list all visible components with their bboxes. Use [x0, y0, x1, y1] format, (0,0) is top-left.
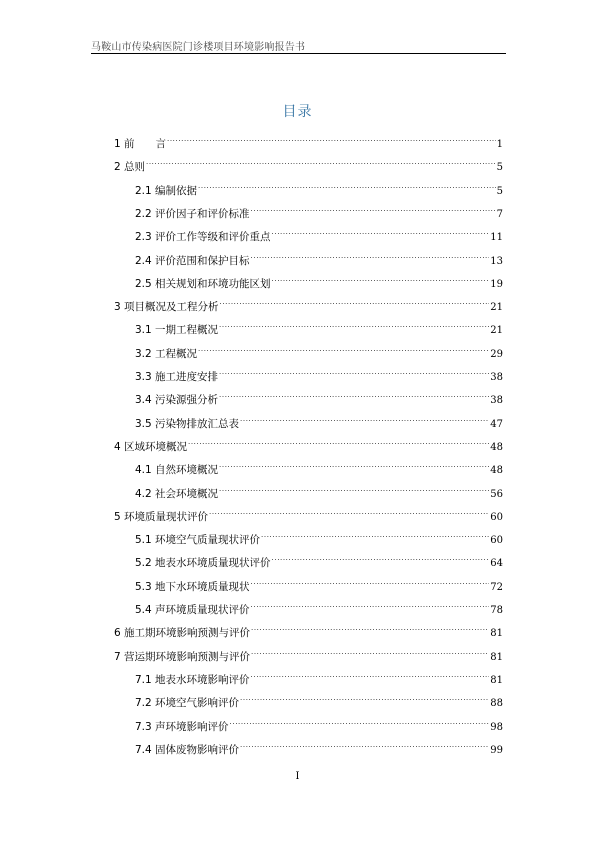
toc-entry[interactable]	[135, 548, 503, 570]
toc-entry[interactable]	[114, 502, 503, 523]
toc-dot-leader	[240, 409, 489, 427]
toc-entry-page: 21	[490, 302, 503, 314]
toc-dot-leader	[251, 642, 489, 660]
toc-entry-page: 64	[490, 558, 503, 570]
toc-entry[interactable]	[114, 642, 503, 663]
toc-entry-page: 19	[490, 278, 503, 290]
toc-entry[interactable]	[135, 688, 503, 710]
toc-entry-page: 81	[490, 674, 503, 686]
toc-entry-label: 1 前 言	[114, 138, 167, 150]
toc-entry[interactable]	[135, 712, 503, 733]
header-rule	[91, 53, 506, 54]
page-number: I	[295, 771, 300, 782]
toc-dot-leader	[240, 688, 489, 706]
toc-entry-label: 2.5 相关规划和环境功能区划	[135, 277, 271, 290]
toc-entry-page: 47	[490, 418, 503, 430]
toc-entry[interactable]	[135, 199, 503, 220]
toc-entry-label: 2.3 评价工作等级和评价重点	[135, 231, 271, 244]
toc-entry[interactable]	[135, 362, 503, 383]
toc-dot-leader	[220, 292, 490, 310]
toc-entry[interactable]	[135, 222, 503, 244]
toc-dot-leader	[251, 618, 489, 636]
toc-entry-page: 81	[490, 651, 503, 663]
toc-entry-page: 81	[490, 628, 503, 640]
toc-entry[interactable]	[114, 432, 503, 453]
toc-dot-leader	[219, 455, 489, 473]
toc-dot-leader	[272, 548, 490, 566]
toc-entry[interactable]	[135, 572, 503, 593]
toc-entry-label: 7.2 环境空气影响评价	[135, 697, 240, 710]
toc-dot-leader	[219, 479, 489, 497]
toc-entry-label: 3.5 污染物排放汇总表	[135, 417, 240, 430]
toc-entry-page: 88	[490, 698, 503, 710]
toc-entry-page: 38	[490, 372, 503, 383]
toc-dot-leader	[219, 315, 489, 333]
toc-dot-leader	[209, 502, 489, 520]
toc-entry-label: 4.1 自然环境概况	[135, 464, 219, 477]
toc-entry-label: 6 施工期环境影响预测与评价	[114, 627, 251, 640]
toc-entry-label: 2.2 评价因子和评价标准	[135, 207, 250, 220]
toc-entry-label: 4 区域环境概况	[114, 440, 188, 453]
toc-title: 目录	[282, 104, 313, 120]
toc-entry-page: 7	[496, 208, 503, 220]
toc-entry[interactable]	[135, 269, 503, 290]
toc-entry-label: 4.2 社会环境概况	[135, 487, 219, 500]
toc-dot-leader	[240, 735, 489, 753]
toc-entry[interactable]	[135, 246, 503, 267]
toc-dot-leader	[198, 339, 489, 357]
toc-entry-label: 7.3 声环境影响评价	[135, 720, 229, 733]
toc-entry[interactable]	[135, 595, 503, 616]
toc-dot-leader	[251, 572, 490, 590]
toc-entry-label: 5.3 地下水环境质量现状	[135, 580, 250, 593]
toc-entry[interactable]	[114, 129, 503, 150]
toc-entry-page: 60	[490, 511, 503, 523]
toc-entry-page: 78	[490, 605, 503, 616]
toc-entry[interactable]	[135, 479, 503, 500]
toc-entry-label: 2.1 编制依据	[135, 184, 198, 197]
toc-entry-page: 99	[490, 744, 503, 756]
toc-entry-label: 7.4 固体废物影响评价	[135, 743, 240, 756]
toc-entry-label: 7 营运期环境影响预测与评价	[114, 650, 251, 663]
toc-entry[interactable]	[135, 455, 503, 477]
running-header: 马鞍山市传染病医院门诊楼项目环境影响报告书	[91, 42, 306, 53]
toc-entry-page: 60	[490, 535, 503, 547]
toc-entry-page: 38	[490, 395, 503, 407]
toc-dot-leader	[251, 246, 490, 264]
toc-entry-page: 56	[490, 488, 503, 500]
toc-entry-label: 3.3 施工进度安排	[135, 371, 219, 383]
toc-dot-leader	[261, 525, 489, 543]
toc-entry-label: 5.2 地表水环境质量现状评价	[135, 557, 271, 570]
toc-entry-page: 48	[490, 441, 503, 453]
toc-dot-leader	[188, 432, 489, 450]
toc-entry-label: 3.1 一期工程概况	[135, 324, 219, 337]
toc-entry[interactable]	[135, 339, 503, 360]
toc-entry-label: 5.4 声环境质量现状评价	[135, 604, 250, 616]
toc-dot-leader	[167, 129, 496, 147]
toc-dot-leader	[272, 222, 490, 240]
toc-entry-label: 3.4 污染源强分析	[135, 394, 219, 407]
toc-entry-page: 13	[490, 255, 503, 267]
toc-entry-label: 5.1 环境空气质量现状评价	[135, 534, 261, 547]
toc-dot-leader	[251, 199, 496, 217]
toc-dot-leader	[272, 269, 490, 287]
toc-entry[interactable]	[114, 292, 503, 314]
toc-entry-page: 5	[496, 162, 503, 174]
toc-entry-page: 1	[496, 139, 503, 150]
toc-entry[interactable]	[135, 735, 503, 756]
toc-entry[interactable]	[135, 665, 503, 686]
toc-entry-label: 2.4 评价范围和保护目标	[135, 254, 250, 267]
toc-dot-leader	[198, 176, 496, 194]
toc-entry[interactable]	[114, 618, 503, 640]
toc-entry[interactable]	[135, 409, 503, 430]
toc-entry-label: 5 环境质量现状评价	[114, 510, 209, 523]
toc-dot-leader	[230, 712, 490, 730]
toc-entry-page: 48	[490, 465, 503, 477]
toc-entry[interactable]	[135, 385, 503, 407]
toc-dot-leader	[146, 152, 496, 170]
toc-entry[interactable]	[135, 315, 503, 337]
toc-entry-label: 3.2 工程概况	[135, 347, 198, 360]
toc-entry-label: 7.1 地表水环境影响评价	[135, 673, 250, 686]
toc-dot-leader	[219, 362, 489, 380]
toc-entry-page: 5	[496, 185, 503, 197]
toc-entry-page: 21	[490, 325, 503, 337]
toc-entry-label: 3 项目概况及工程分析	[114, 301, 219, 314]
toc-entry-page: 72	[490, 581, 503, 593]
toc-entry[interactable]	[114, 152, 503, 174]
toc-entry-page: 98	[490, 721, 503, 733]
toc-entry-page: 29	[490, 348, 503, 360]
toc-entry-page: 11	[490, 232, 503, 244]
toc-entry[interactable]	[135, 176, 503, 197]
toc-dot-leader	[251, 665, 490, 683]
toc-entry-label: 2 总则	[114, 161, 146, 174]
toc-entry[interactable]	[135, 525, 503, 547]
toc-dot-leader	[251, 595, 490, 613]
toc-dot-leader	[219, 385, 489, 403]
